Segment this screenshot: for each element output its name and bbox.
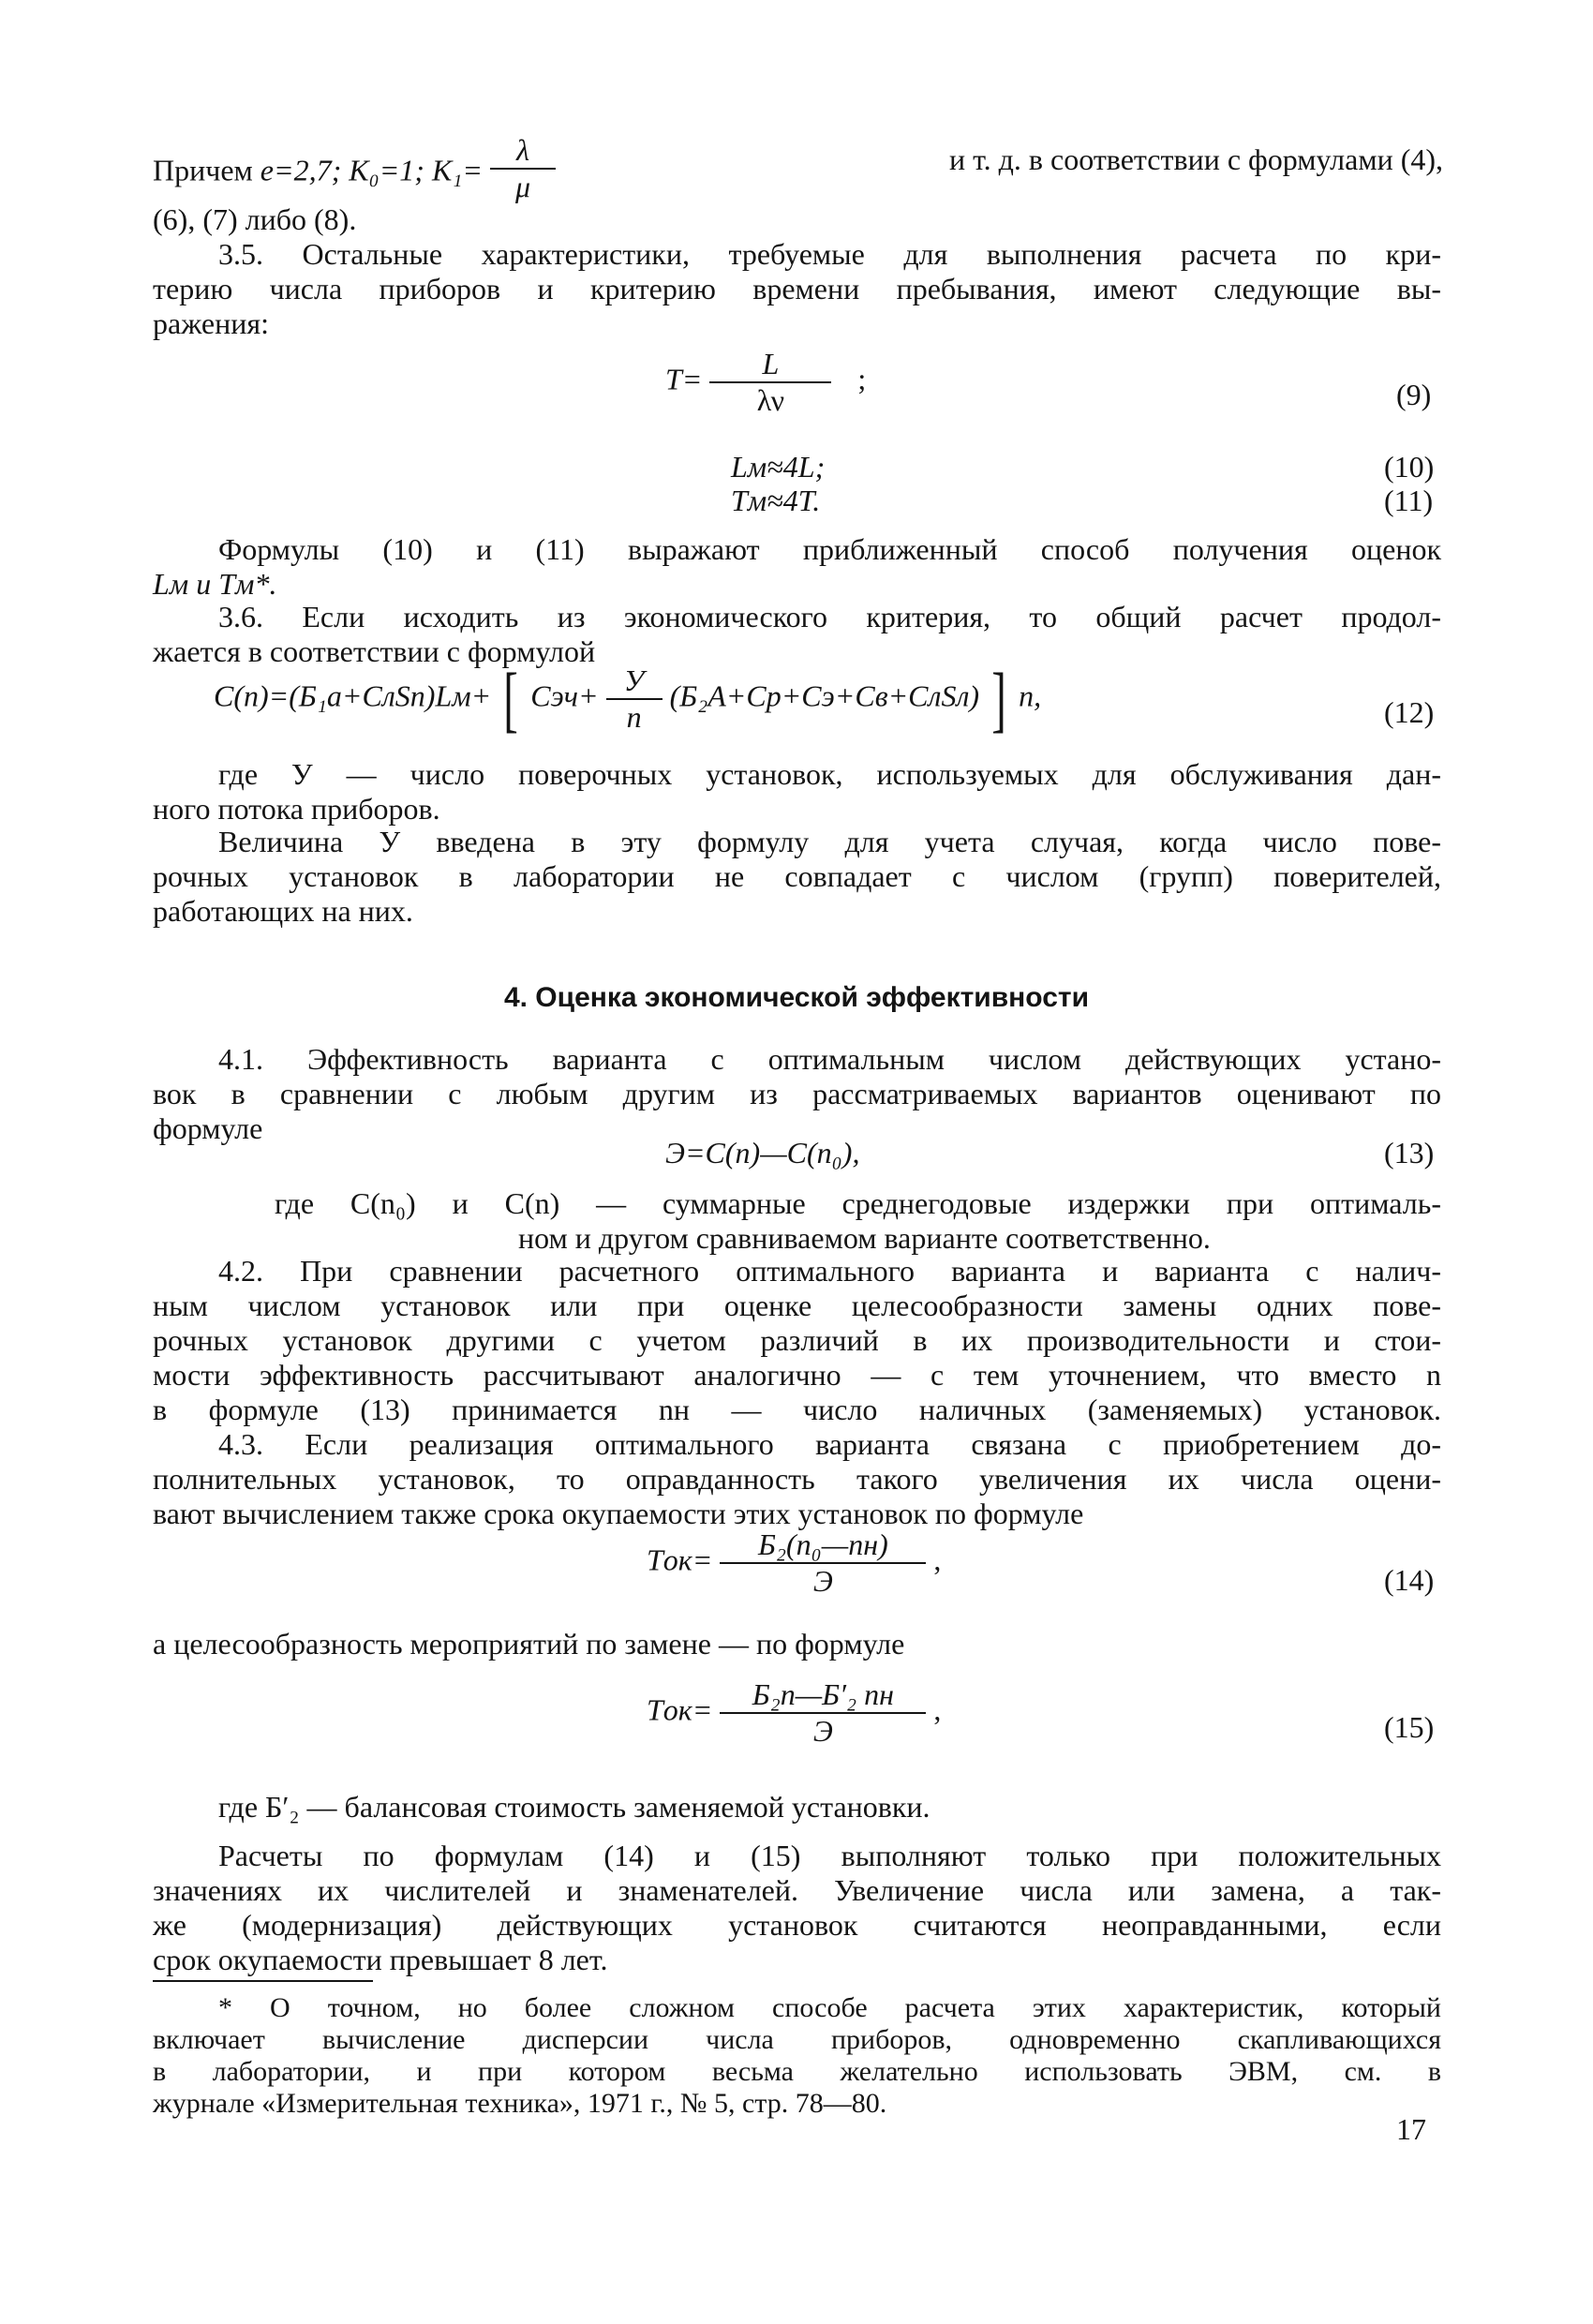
where-y-line-1: где У — число поверочных установок, используемых для обслуживания дан-: [218, 757, 1441, 791]
eq12-inner: (Б₂A+Cр+Cэ+Cв+CлSл): [669, 678, 980, 713]
eq10-number: (10): [1384, 450, 1435, 484]
equation-10: Lм≈4L;: [731, 450, 826, 484]
where13-line-2: ном и другом сравниваемом варианте соответственно.: [518, 1221, 1211, 1255]
k0-value: K₀=1;: [349, 153, 424, 187]
p42-line-4: мости эффективность рассчитывают аналогично — с тем уточнением, что вместо n: [153, 1358, 1441, 1392]
eq9-denominator: λν: [756, 383, 785, 417]
eq12-left-bracket: [: [503, 658, 519, 739]
paragraph-4-2: [153, 1254, 1441, 1427]
formulas-line-1: Формулы (10) и (11) выражают приближенный способ получения оценок: [218, 532, 1441, 566]
formulas-line-2: Lм и Tм*.: [153, 567, 277, 601]
paragraph-where-13: [275, 1186, 1441, 1256]
eq9-number: (9): [1396, 378, 1432, 411]
paragraph-where-15: где Б′₂ — балансовая стоимость заменяемой установки.: [218, 1790, 930, 1824]
paragraph-where-y: [153, 757, 1441, 827]
p35-line-3: ражения:: [153, 306, 269, 340]
eq14-tail: ,: [933, 1542, 942, 1577]
eq15-denominator: Э: [812, 1714, 833, 1748]
eq9-fraction: [709, 347, 831, 418]
paragraph-replace: а целесообразность мероприятий по замене — по формуле: [153, 1627, 905, 1661]
section-4-heading: 4. Оценка экономической эффективности: [503, 982, 1090, 1013]
footnote-line-2: включает вычисление дисперсии числа приборов, одновременно скапливающихся: [153, 2024, 1441, 2055]
eq12-denominator: n: [626, 700, 642, 734]
paragraph-calc: [153, 1839, 1441, 1977]
p43-line-1: 4.3. Если реализация оптимального варианта связана с приобретением до-: [218, 1427, 1441, 1461]
footnote-rule: [153, 1980, 373, 1982]
eq12-right-bracket: ]: [991, 658, 1006, 739]
equation-11: Tм≈4T.: [731, 484, 821, 517]
p36-line-2: жается в соответствии с формулой: [153, 634, 596, 668]
p43-line-3: вают вычислением также срока окупаемости этих установок по формуле: [153, 1497, 1084, 1530]
paragraph-formulas: [153, 532, 1441, 602]
equation-9: [665, 347, 866, 418]
velichina-line-1: Величина У введена в эту формулу для учета случая, когда число пове-: [218, 825, 1441, 858]
where-y-line-2: ного потока приборов.: [153, 792, 440, 826]
k1-denominator: μ: [514, 170, 531, 203]
eq12-lhs: C(n)=(Б₁a+CлSп)Lм+: [214, 678, 492, 713]
eq13-number: (13): [1384, 1136, 1435, 1169]
intro-prefix: Причем: [153, 153, 261, 187]
eq12-fraction: [606, 663, 663, 735]
paragraph-3-6: [153, 600, 1441, 669]
eq15-lhs: Tок=: [647, 1692, 713, 1727]
paragraph-3-5: [153, 237, 1441, 341]
equation-12: [214, 658, 1042, 739]
p42-line-5: в формуле (13) принимается nн — число наличных (заменяемых) установок.: [153, 1393, 1441, 1426]
calc-line-3: же (модернизация) действующих установок считаются неоправданными, если: [153, 1908, 1441, 1942]
eq9-lhs: T=: [665, 362, 703, 396]
eq14-number: (14): [1384, 1563, 1435, 1597]
p42-line-1: 4.2. При сравнении расчетного оптимального варианта и варианта с налич-: [218, 1254, 1441, 1288]
p41-line-3: формуле: [153, 1111, 263, 1145]
intro-suffix: и т. д. в соответствии с формулами (4),: [948, 142, 1443, 176]
velichina-line-3: работающих на них.: [153, 894, 413, 928]
equation-13: Э=C(n)—C(n₀),: [665, 1136, 860, 1169]
eq9-tail: ;: [857, 362, 867, 396]
intro-line-1: [153, 133, 556, 204]
eq15-number: (15): [1384, 1710, 1435, 1744]
p35-line-2: терию числа приборов и критерию времени пребывания, имеют следующие вы-: [153, 272, 1441, 305]
eq14-numerator: Б₂(n₀—nн): [720, 1527, 926, 1564]
equation-15: [647, 1677, 941, 1749]
eq11-number: (11): [1384, 484, 1434, 517]
footnote: [153, 1992, 1441, 2120]
eq12-tail: n,: [1019, 678, 1042, 713]
velichina-line-2: рочных установок в лаборатории не совпадает с числом (групп) поверителей,: [153, 859, 1441, 893]
paragraph-velichina: [153, 825, 1441, 929]
calc-line-1: Расчеты по формулам (14) и (15) выполняют только при положительных: [218, 1839, 1441, 1872]
intro-line-2: (6), (7) либо (8).: [153, 202, 357, 236]
page-number: 17: [1396, 2112, 1426, 2146]
p42-line-3: рочных установок другими с учетом различий в их производительности и стои-: [153, 1323, 1441, 1357]
k1-lhs: K₁=: [431, 153, 484, 187]
eq12-numerator: У: [606, 663, 663, 700]
where13-line-1: где C(n₀) и C(n) — суммарные среднегодовые издержки при оптималь-: [275, 1186, 1441, 1220]
k1-fraction: [490, 133, 556, 204]
p41-line-1: 4.1. Эффективность варианта с оптимальным числом действующих устано-: [218, 1042, 1441, 1076]
eq14-denominator: Э: [812, 1564, 833, 1598]
eq14-lhs: Tок=: [647, 1542, 713, 1577]
calc-line-2: значениях их числителей и знаменателей. Увеличение числа или замена, а так-: [153, 1873, 1441, 1907]
paragraph-4-1: [153, 1042, 1441, 1146]
paragraph-4-3: [153, 1427, 1441, 1531]
p43-line-2: полнительных установок, то оправданность такого увеличения их числа оцени-: [153, 1462, 1441, 1496]
k1-numerator: λ: [490, 133, 556, 170]
p35-line-1: 3.5. Остальные характеристики, требуемые для выполнения расчета по кри-: [218, 237, 1441, 271]
footnote-line-3: в лаборатории, и при котором весьма желательно использовать ЭВМ, см. в: [153, 2056, 1441, 2087]
calc-line-4: срок окупаемости превышает 8 лет.: [153, 1943, 608, 1976]
e-value: e=2,7;: [260, 153, 342, 187]
footnote-line-4: журнале «Измерительная техника», 1971 г., № 5, стр. 78—80.: [153, 2088, 887, 2119]
p42-line-2: ным числом установок или при оценке целесообразности замены одних пове-: [153, 1289, 1441, 1322]
eq15-numerator: Б₂n—Б′₂ nн: [720, 1677, 926, 1714]
eq14-fraction: [720, 1527, 926, 1599]
eq12-number: (12): [1384, 695, 1435, 729]
eq12-c-term: Cэч+: [530, 678, 599, 713]
footnote-line-1: * О точном, но более сложном способе расчета этих характеристик, который: [218, 1992, 1441, 2023]
p41-line-2: вок в сравнении с любым другим из рассматриваемых вариантов оценивают по: [153, 1077, 1441, 1110]
eq9-numerator: L: [709, 347, 831, 383]
eq15-tail: ,: [933, 1692, 942, 1727]
equation-14: [647, 1527, 941, 1599]
p36-line-1: 3.6. Если исходить из экономического критерия, то общий расчет продол-: [218, 600, 1441, 633]
eq15-fraction: [720, 1677, 926, 1749]
